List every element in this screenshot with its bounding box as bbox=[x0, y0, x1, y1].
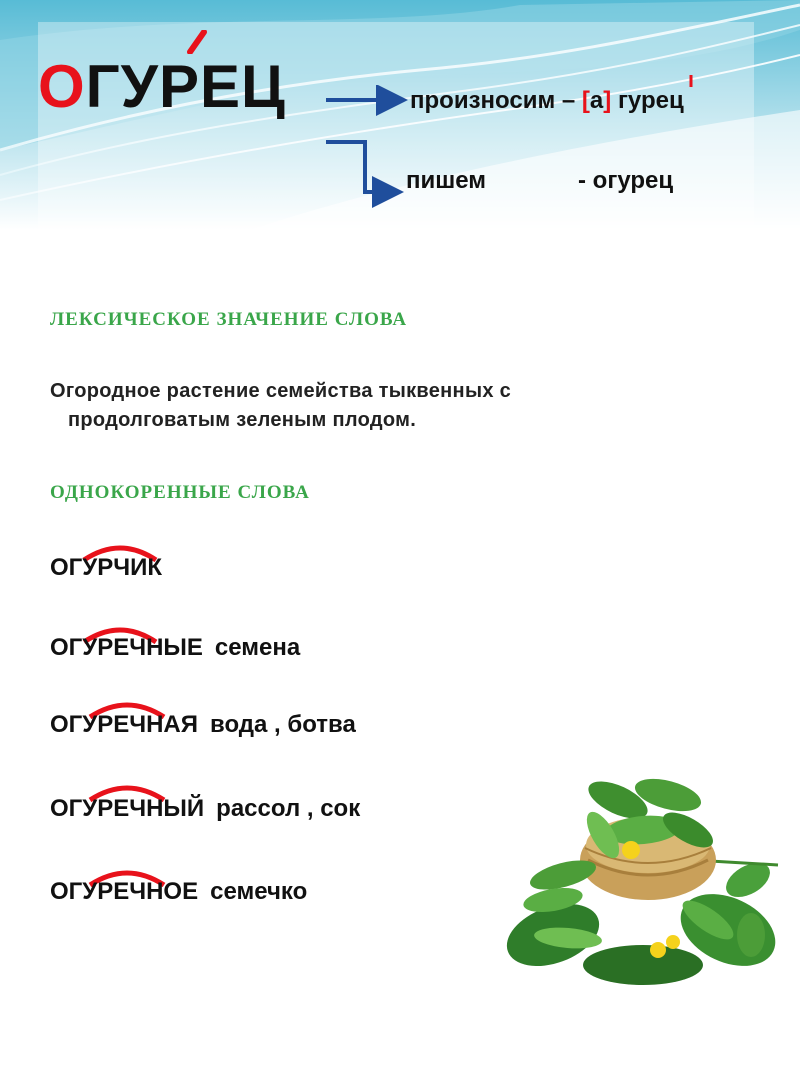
write-value: - огурец bbox=[578, 167, 674, 194]
cognate-item bbox=[50, 877, 307, 907]
write-label: пишем bbox=[406, 167, 487, 194]
pronounce-tail: гурец bbox=[617, 87, 684, 114]
cognate-word: ОГУРЕЧНОЕ bbox=[50, 878, 199, 905]
pronounce-label: произносим bbox=[410, 87, 556, 114]
definition-line-1: Огородное растение семейства тыквенных с bbox=[50, 380, 512, 402]
pronounce-row bbox=[410, 87, 684, 115]
cognate-word: ОГУРЕЧНЫЕ bbox=[50, 634, 203, 661]
cognate-item bbox=[50, 633, 300, 663]
cognate-word: ОГУРЧИК bbox=[50, 554, 162, 581]
cognate-word: ОГУРЕЧНАЯ bbox=[50, 711, 198, 738]
definition-text bbox=[50, 377, 690, 435]
title-first-letter: О bbox=[38, 53, 86, 120]
cognate-rest: семена bbox=[214, 634, 301, 661]
pronounce-dash: – bbox=[561, 87, 576, 114]
cucumber-basket-photo bbox=[493, 760, 785, 990]
bracket-close: ] bbox=[603, 87, 612, 114]
cognate-item bbox=[50, 710, 356, 740]
main-word-title bbox=[38, 52, 286, 122]
pronounce-vowel: а bbox=[589, 87, 604, 114]
definition-line-2: продолговатым зеленым плодом. bbox=[68, 409, 417, 431]
cognate-rest: семечко bbox=[210, 878, 308, 905]
cognate-word: ОГУРЕЧНЫЙ bbox=[50, 795, 205, 822]
bracket-open: [ bbox=[581, 87, 590, 114]
cognate-item bbox=[50, 553, 162, 583]
stress-mark-icon bbox=[686, 74, 696, 88]
title-rest: ГУРЕЦ bbox=[85, 53, 286, 120]
cognates-heading: ОДНОКОРЕННЫЕ СЛОВА bbox=[50, 482, 310, 503]
cognate-rest: вода , ботва bbox=[210, 711, 356, 738]
stress-mark-icon bbox=[184, 30, 210, 54]
blue-arrow-icon bbox=[320, 85, 420, 210]
lexical-heading: ЛЕКСИЧЕСКОЕ ЗНАЧЕНИЕ СЛОВА bbox=[50, 309, 408, 330]
cognate-rest: рассол , сок bbox=[216, 795, 361, 822]
cognate-item bbox=[50, 794, 360, 824]
